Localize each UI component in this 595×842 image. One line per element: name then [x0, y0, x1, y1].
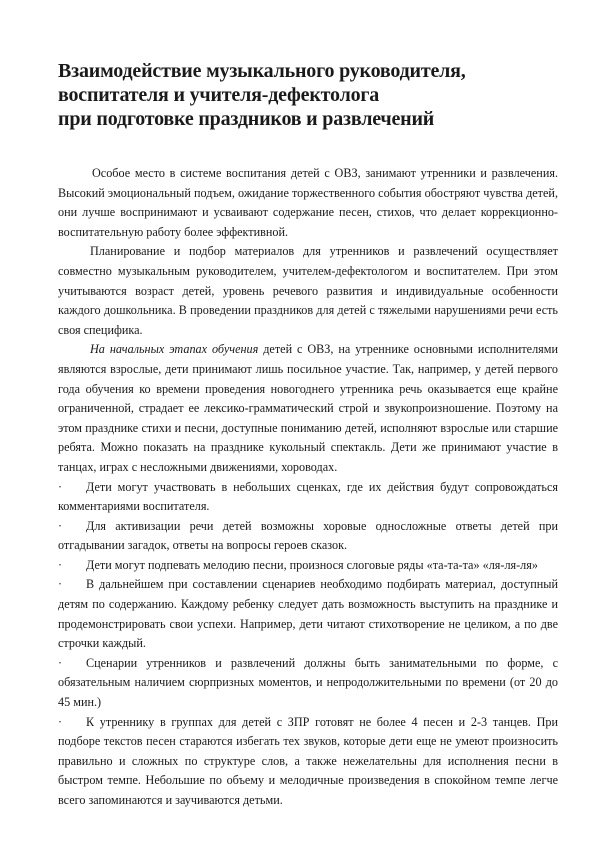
bullet-marker: ·	[58, 518, 63, 533]
bullet-item	[58, 713, 558, 811]
bullet-text: В дальнейшем при составлении сценариев необходимо подбирать материал, доступный детям по содержанию. Каждому ребенку следует дать возможность выступить на празднике и продемонстрировать свои успехи. Например, дети читают стихотворение не целиком, а по две строчки каждый.	[58, 577, 558, 651]
document-body	[58, 164, 558, 811]
bullet-marker: ·	[58, 714, 63, 729]
bullet-text: Дети могут участвовать в небольших сценках, где их действия будут сопровождаться комментариями воспитателя.	[58, 479, 558, 514]
bullet-item	[58, 478, 558, 517]
bullet-marker: ·	[58, 557, 63, 572]
bullet-text: Дети могут подпевать мелодию песни, произнося слоговые ряды «та-та-та» «ля-ля-ля»	[86, 557, 538, 572]
paragraph-planning: Планирование и подбор материалов для утренников и развлечений осуществляет совместно музыкальным руководителем, учителем-дефектологом и воспитателем. При этом учитываются возраст детей, уровень речевого развития и индивидуальные особенности каждого дошкольника. В проведении праздников для детей с тяжелыми нарушениями речи есть своя специфика.	[58, 244, 558, 337]
document-title	[58, 59, 568, 131]
paragraph-initial-stages-text: детей с ОВЗ, на утреннике основными исполнителями являются взрослые, дети принимают лишь посильное участие. Так, например, у детей первого года обучения ко времени проведения новогоднего утренника речь оказывается еще крайне ограниченной, страдает ее лексико-грамматический строй и звукопроизношение. Поэтому на этом празднике стихи и песни, доступные пониманию детей, исполняют взрослые или старшие ребята. Можно показать на празднике кукольный спектакль. Дети же принимают участие в танцах, играх с несложными движениями, хороводах.	[58, 342, 558, 474]
title-line-2: воспитателя и учителя-дефектолога	[58, 84, 380, 106]
bullet-item	[58, 517, 558, 556]
paragraph-initial-stages	[58, 340, 558, 477]
paragraph-intro: Особое место в системе воспитания детей с ОВЗ, занимают утренники и развлечения. Высокий эмоциональный подъем, ожидание торжественного события обостряют чувства детей, они лучше воспринимают и усваивают содержание песен, стихов, что делает коррекционно-воспитательную работу более эффективной.	[58, 166, 558, 239]
title-line-3: при подготовке праздников и развлечений	[58, 108, 435, 130]
bullet-marker: ·	[58, 479, 63, 494]
title-line-1: Взаимодействие музыкального руководителя,	[58, 60, 466, 82]
bullet-text: Сценарии утренников и развлечений должны быть занимательными по форме, с обязательным наличием сюрпризных моментов, и непродолжительными по времени (от 20 до 45 мин.)	[58, 655, 558, 710]
bullet-text: К утреннику в группах для детей с ЗПР готовят не более 4 песен и 2-3 танцев. При подборе текстов песен стараются избегать тех звуков, которые дети еще не умеют произносить правильно и сложных по структуре слов, а также нежелательны для исполнения песни в быстром темпе. Небольшие по объему и мелодичные произведения в спокойном темпе легче всего запоминаются и заучиваются детьми.	[58, 714, 558, 807]
bullet-marker: ·	[58, 577, 63, 592]
emphasis-initial-stages: На начальных этапах обучения	[90, 342, 259, 357]
bullet-item	[58, 556, 558, 576]
bullet-item	[58, 575, 558, 653]
bullet-marker: ·	[58, 655, 63, 670]
bullet-item	[58, 654, 558, 713]
bullet-text: Для активизации речи детей возможны хоровые односложные ответы детей при отгадывании загадок, ответы на вопросы героев сказок.	[58, 518, 558, 553]
